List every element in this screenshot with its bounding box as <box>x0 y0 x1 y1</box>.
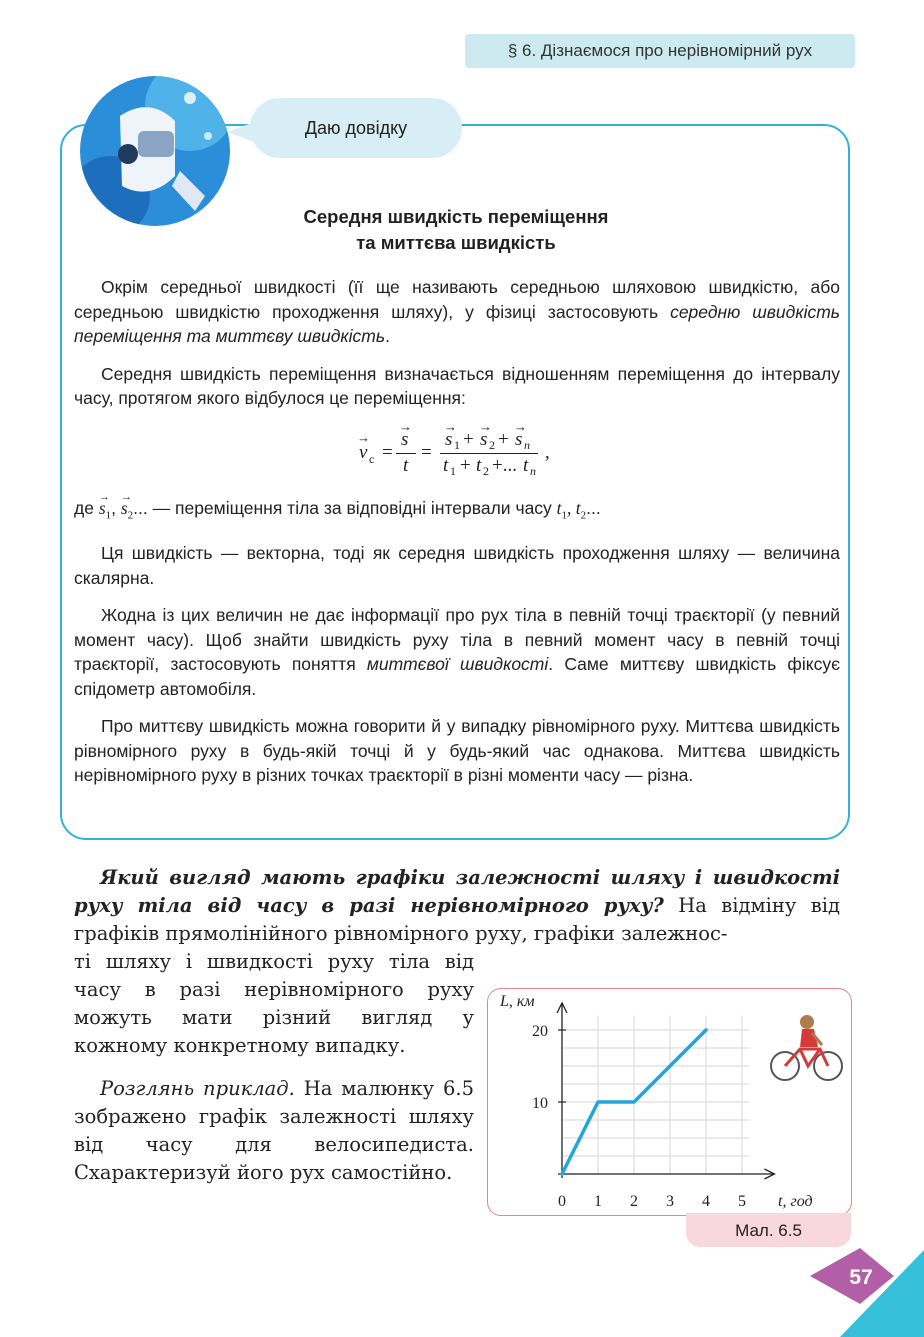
x-tick-label: 2 <box>630 1193 638 1210</box>
box-paragraph-1: Окрім середньої швидкості (її ще називають середньою шляховою швидкістю, або середньою швидкістю проходження шляху), у фізиці застосовують середню швидкість переміщення та миттєву швидкість. <box>74 277 841 346</box>
reference-bubble: Даю довідку <box>250 98 462 158</box>
formula-average-velocity: → v c = → s t = → s 1 + → s 2 + → s n t 1 + t 2 +... t n , <box>357 419 550 478</box>
x-tick-label: 0 <box>558 1193 566 1210</box>
section-header: § 6. Дізнаємося про нерівномірний рух <box>465 34 855 68</box>
y-tick-label: 10 <box>532 1095 548 1112</box>
box-displacement-note: де → $s_1$, → $s_2$... — переміщення тіла за відповідні інтервали часу $t_1$, $t_2$... <box>74 491 601 522</box>
column-paragraph-2: Розглянь приклад. На малюнку 6.5 зображено графік залежності шляху від часу для велосипедиста. Схарактеризуй його рух самостійно. <box>74 1077 474 1184</box>
x-tick-label: 4 <box>702 1193 710 1210</box>
page-number: 57 <box>849 1266 873 1289</box>
box-paragraph-2: Середня швидкість переміщення визначається відношенням переміщення до інтервалу часу, протягом якого відбулося це переміщення: <box>74 363 840 408</box>
x-axis-label: t, год <box>778 1193 813 1210</box>
distance-time-chart <box>488 989 850 1213</box>
x-tick-label: 5 <box>738 1193 746 1210</box>
cyclist-illustration <box>771 1015 842 1080</box>
question-paragraph: Який вигляд мають графіки залежності шляху і швидкості руху тіла від часу в разі нерівномірного руху? На відміну від графіків прямолінійного рівномірного руху, графіки залежнос- <box>74 866 841 945</box>
column-paragraph-1: ті шляху і швидкості руху тіла від часу в разі нерівномірного руху можуть мати різний вигляд у кожному конкретному випадку. <box>74 950 474 1057</box>
x-tick-label: 3 <box>666 1193 674 1210</box>
box-paragraph-5: Про миттєву швидкість можна говорити й у випадку рівномірного руху. Миттєва швидкість рівномірного руху в будь-якій точці й у будь-який час однакова. Миттєва швидкість нерівномірного руху в різних точках траєкторії в різні моменти часу — різна. <box>74 716 840 785</box>
figure-caption: Мал. 6.5 <box>686 1213 851 1247</box>
x-tick-label: 1 <box>594 1193 602 1210</box>
box-paragraphs-bottom <box>74 491 840 788</box>
box-title-line1: Середня швидкість переміщення <box>303 206 609 227</box>
y-axis-label: L, км <box>500 993 535 1010</box>
question-text: Який вигляд мають графіки залежності шляху і швидкості руху тіла від часу в разі нерівномірного руху? <box>74 866 840 917</box>
box-paragraph-4: Жодна із цих величин не дає інформації про рух тіла в певній точці траєкторії (у певний момент часу). Щоб знайти швидкість руху тіла в певний момент часу в певній точці траєкторії, застосовують поняття миттєвої швидкості. Саме миттєву швидкість фіксує спідометр автомобіля. <box>74 605 840 699</box>
box-paragraph-3: Ця швидкість — векторна, тоді як середня швидкість проходження шляху — величина скалярна. <box>74 543 840 588</box>
box-title-line2: та миттєва швидкість <box>356 232 556 253</box>
box-title <box>200 204 712 256</box>
box-paragraphs-top <box>74 275 840 411</box>
y-tick-label: 20 <box>532 1023 548 1040</box>
